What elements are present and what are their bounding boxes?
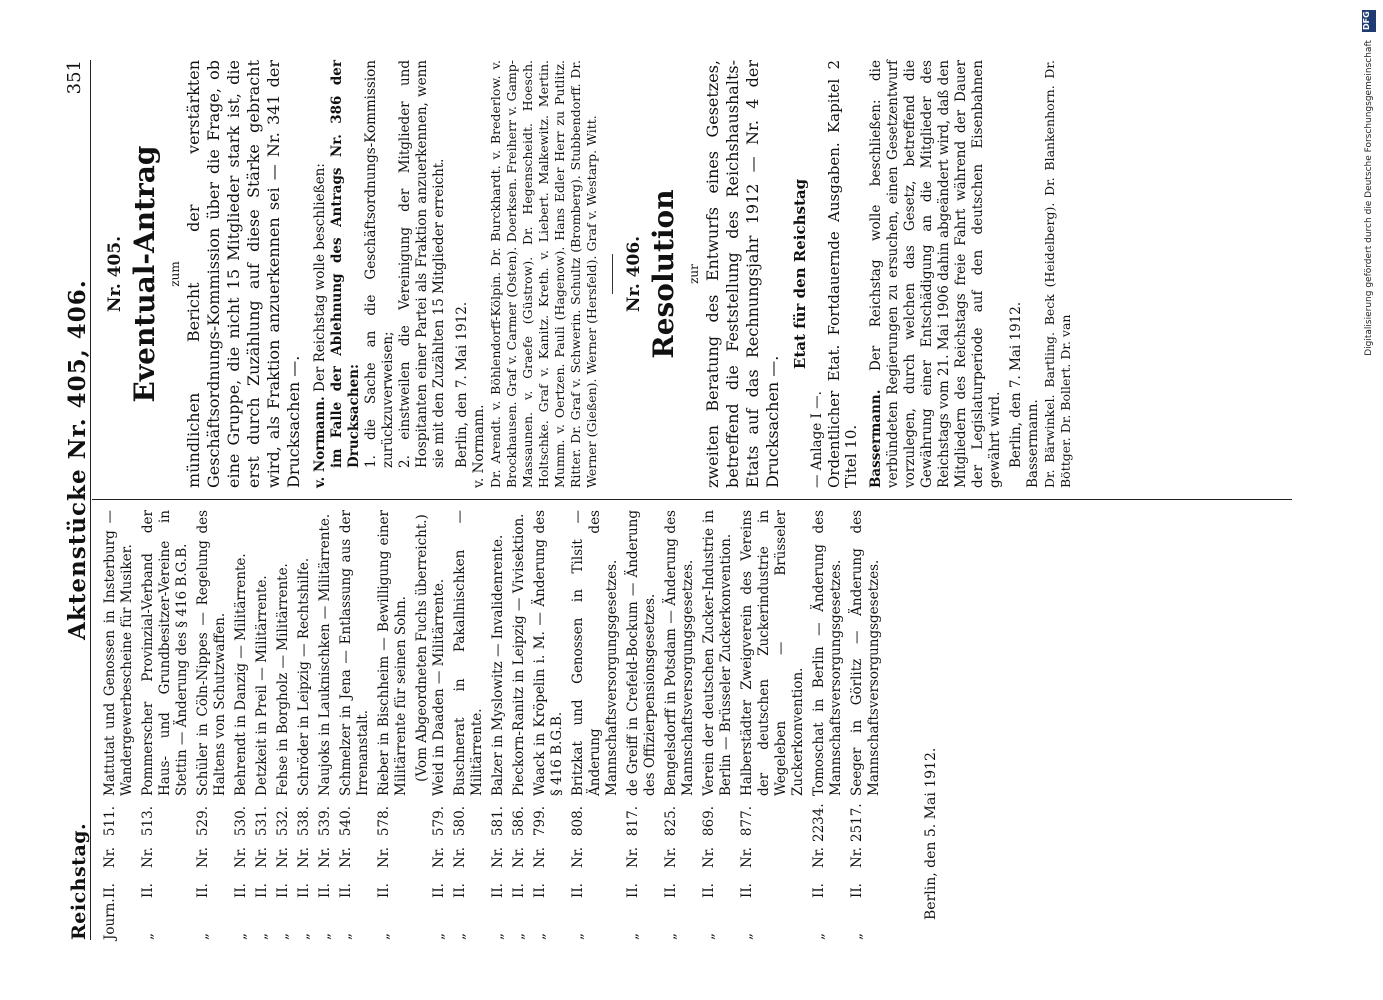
journal-nr: Nr. — [625, 846, 641, 868]
right-column — [102, 60, 1074, 488]
journal-marker: „ — [532, 933, 548, 940]
doc406-title: Resolution — [647, 189, 680, 359]
journal-text: Schüler in Cöln-Nippes — Regelung des Haltens von Schutzwaffen. — [195, 510, 228, 796]
doc406-lead: zweiten Beratung des Entwurfs eines Gesetzes, betreffend die Feststellung des Reichshaushalts-Etats auf das Rechnungsjahr 1912 — Nr. 4 der Drucksachen —. — [703, 60, 782, 488]
doc406-date: Berlin, den 7. Mai 1912. — [1008, 301, 1024, 468]
journal-marker: „ — [849, 933, 865, 940]
journal-number: 869. — [701, 806, 717, 837]
journal-entry — [490, 510, 507, 940]
journal-number: 586. — [511, 806, 527, 837]
journal-nr: Nr. — [663, 846, 679, 868]
journal-roman: II. — [275, 883, 291, 898]
header-rule — [90, 60, 91, 940]
journal-number: 580. — [452, 806, 468, 837]
journal-roman: II. — [195, 883, 211, 898]
journal-roman: II. — [625, 883, 641, 898]
journal-text: Mattutat und Genossen in Insterburg — Wandergewerbescheine für Musiker. — [102, 510, 135, 796]
journal-roman: II. — [452, 883, 468, 898]
journal-text: Behrendt in Danzig — Militärrente. — [233, 553, 249, 796]
journal-number: 511. — [102, 806, 118, 837]
journal-entry — [452, 510, 486, 940]
doc406-number: Nr. 406. — [624, 235, 644, 313]
doc406-signatories: Dr. Bärwinkel. Bartling. Beck (Heidelberg). Dr. Blankenhorn. Dr. Böttger. Dr. Bollert. Dr. van — [1042, 60, 1073, 488]
journal-marker: „ — [511, 933, 527, 940]
journal-number: 581. — [490, 806, 506, 837]
doc406-motion — [868, 60, 1004, 488]
journal-roman: II. — [849, 883, 865, 898]
journal-text: Halberstädter Zweigverein des Vereins der deutschen Zuckerindustrie in Wegeleben — Brüsseler Zuckerkonvention. — [739, 510, 806, 796]
doc406-etat-title: Etat für den Reichstag — [791, 178, 809, 370]
journal-roman: II. — [511, 883, 527, 898]
journal-nr: Nr. — [452, 846, 468, 868]
journal-text: Pieckorn-Ranitz in Leipzig — Vivisektion. — [511, 513, 527, 796]
journal-text: Verein der deutschen Zucker-Industrie in Berlin — Brüsseler Zuckerkonvention. — [701, 510, 734, 796]
journal-nr: Nr. — [431, 846, 447, 868]
journal-text: Weid in Daaden — Militärrente. — [431, 578, 447, 796]
doc405-date: Berlin, den 7. Mai 1912. — [454, 301, 470, 468]
journal-roman: II. — [296, 883, 312, 898]
journal-text: Naujoks in Lauknischken — Militärrente. — [317, 513, 333, 796]
doc406-etat-line: Ordentlicher Etat. Fortdauernde Ausgaben. Kapitel 2 Titel 10. — [825, 60, 860, 488]
journal-entry — [140, 510, 191, 940]
journal-nr: Nr. — [296, 846, 312, 868]
journal-roman: II. — [254, 883, 270, 898]
doc406-etat-anlage: — Anlage I —. — [809, 391, 825, 488]
doc405-item-1: 1. die Sache an die Geschäftsordnungs-Kommission zurückzuverweisen; — [363, 60, 396, 468]
journal-text: Waack in Kröpelin i. M. — Änderung des § 416 B.G.B. — [532, 510, 565, 796]
journal-roman: II. — [140, 883, 156, 898]
journal-roman: II. — [663, 883, 679, 898]
journal-number: 529. — [195, 806, 211, 837]
journal-nr: Nr. — [338, 846, 354, 868]
doc405-intro: Der Reichstag wolle beschließen: — [312, 163, 328, 392]
journal-text: Buschnerat in Pakallnischken — Militärrente. — [452, 510, 485, 796]
journal-nr: Nr. — [317, 846, 333, 868]
journal-number: 2517. — [849, 803, 865, 842]
journal-marker: „ — [233, 933, 249, 940]
doc405-item-2: 2. einstweilen die Vereinigung der Mitglieder und Hospitanten einer Partei als Fraktion anzuerkennen, wenn sie mit den Zuzählten 15 Mitglieder erreicht. — [397, 60, 447, 468]
journal-marker: „ — [701, 933, 717, 940]
journal-marker: „ — [570, 933, 586, 940]
journal-number: 530. — [233, 806, 249, 837]
journal-number: 2234. — [811, 803, 827, 842]
journal-nr: Nr. — [739, 846, 755, 868]
journal-marker: „ — [275, 933, 291, 940]
journal-roman: II. — [701, 883, 717, 898]
journal-nr: Nr. — [701, 846, 717, 868]
journal-marker: „ — [625, 933, 641, 940]
journal-marker: „ — [254, 933, 270, 940]
journal-text: Detzkeit in Preil — Militärrente. — [254, 575, 270, 796]
doc405-condition: im Falle der Ablehnung des Antrags Nr. 386 der Drucksachen: — [329, 60, 362, 468]
journal-text: Tomoschat in Berlin — Änderung des Mannschaftsversorgungsgesetzes. — [811, 510, 844, 796]
journal-nr: Nr. — [849, 846, 865, 868]
journal-text: Schmelzer in Jena — Entlassung aus der Irrenanstalt. — [338, 510, 371, 796]
dfg-logo: DFG — [1362, 10, 1376, 32]
header-left: Reichstag. — [68, 822, 90, 940]
journal-roman: II. — [532, 883, 548, 898]
closing-date: Berlin, den 5. Mai 1912. — [923, 747, 939, 920]
journal-number: 799. — [532, 806, 548, 837]
journal-marker: „ — [338, 933, 354, 940]
journal-text: Britzkat und Genossen in Tilsit — Änderung des Mannschaftsversorgungsgesetzes. — [570, 510, 620, 796]
journal-marker: „ — [317, 933, 333, 940]
journal-number: 539. — [317, 806, 333, 837]
journal-roman: II. — [338, 883, 354, 898]
journal-text: Pommerscher Provinzial-Verband der Haus- und Grundbesitzer-Vereine in Stettin — Änderung des § 416 B.G.B. — [140, 510, 190, 796]
doc405-signatories: Dr. Arendt. v. Böhlendorff-Kölpin. Dr. Burckhardt. v. Brederlow. v. Brockhausen. Graf v. Carmer (Osten). Doerksen. Freiherr v. Gamp-Massaunen. v. Graefe (Güstrow). Dr. Hegenscheidt. Hoesch. Holtschke. Graf v. Kanitz. Kreth. v. Liebert. Malkewitz. Mertin. Mumm. v. Oertzen. Pauli (Hagenow). Hans Edler Herr zu Putlitz. Ritter. Dr. Graf v. Schwerin. Schultz (Bromberg). Stubbendorff. Dr. Werner (Gießen). Werner (Hersfeld). Graf v. Westarp. Witt. — [488, 60, 599, 488]
journal-number: 817. — [625, 806, 641, 837]
journal-number: 531. — [254, 806, 270, 837]
journal-nr: Nr. — [570, 846, 586, 868]
journal-entry — [849, 510, 883, 940]
journal-nr: Nr. — [102, 846, 118, 868]
journal-text: Fehse in Borgholz — Militärrente. — [275, 563, 291, 796]
journal-roman: II. — [570, 883, 586, 898]
journal-marker: „ — [296, 933, 312, 940]
journal-entry — [338, 510, 372, 940]
header-title: Aktenstücke Nr. 405, 406. — [64, 279, 91, 640]
submitted-by-note: (Vom Abgeordneten Fuchs überreicht.) — [414, 514, 430, 782]
journal-entry — [570, 510, 621, 940]
journal-entry — [317, 510, 334, 940]
journal-nr: Nr. — [195, 846, 211, 868]
digitization-note: Digitalisierung gefördert durch die Deutsche Forschungsgemeinschaft — [1364, 40, 1374, 356]
journal-entry — [511, 510, 528, 940]
journal-text: Seeger in Görlitz — Änderung des Mannschaftsversorgungsgesetzes. — [849, 510, 882, 796]
journal-text: de Greiff in Crefeld-Bockum — Änderung des Offizierpensionsgesetzes. — [625, 510, 658, 796]
journal-entry — [102, 510, 136, 940]
section-divider — [612, 254, 613, 294]
journal-roman: II. — [102, 883, 118, 898]
journal-entries — [102, 510, 883, 940]
journal-roman: II. — [376, 883, 392, 898]
doc406-signer: Bassermann. — [1025, 399, 1041, 488]
journal-nr: Nr. — [811, 846, 827, 868]
doc405-lead: mündlichen Bericht der verstärkten Geschäftsordnungs-Kommission über die Frage, ob eine Gruppe, die nicht 15 Mitglieder stark ist, die erst durch Zuzählung auf diese Stärke gebracht wird, als Fraktion anzuerkennen sei — Nr. 341 der Drucksachen —. — [184, 60, 303, 488]
journal-entry — [532, 510, 566, 940]
journal-entry — [376, 510, 410, 940]
journal-text: Schröder in Leipzig — Rechtshilfe. — [296, 557, 312, 796]
journal-list — [102, 510, 940, 940]
journal-roman: II. — [739, 883, 755, 898]
journal-roman: II. — [811, 883, 827, 898]
journal-entry — [254, 510, 271, 940]
journal-nr: Nr. — [532, 846, 548, 868]
doc405-mover: v. Normann. — [312, 396, 328, 488]
doc406-zur: zur — [687, 264, 701, 284]
journal-entry — [195, 510, 229, 940]
journal-number: 540. — [338, 806, 354, 837]
journal-entry — [663, 510, 697, 940]
journal-text: Rieber in Bischheim — Bewilligung einer Militärrente für seinen Sohn. — [376, 510, 409, 796]
journal-number: 538. — [296, 806, 312, 837]
doc405-zum: zum — [168, 261, 182, 287]
journal-number: 877. — [739, 806, 755, 837]
journal-nr: Nr. — [376, 846, 392, 868]
journal-entry — [233, 510, 250, 940]
doc405-number: Nr. 405. — [105, 235, 125, 313]
journal-marker: „ — [431, 933, 447, 940]
journal-number: 808. — [570, 806, 586, 837]
journal-roman: II. — [490, 883, 506, 898]
journal-marker: Journ. — [102, 898, 118, 940]
doc405-signer: v. Normann. — [471, 404, 487, 488]
column-rule — [92, 499, 1292, 500]
journal-marker: „ — [811, 933, 827, 940]
journal-nr: Nr. — [233, 846, 249, 868]
journal-marker: „ — [140, 933, 156, 940]
journal-marker: „ — [663, 933, 679, 940]
journal-marker: „ — [739, 933, 755, 940]
journal-number: 532. — [275, 806, 291, 837]
journal-number: 579. — [431, 806, 447, 837]
page-number: 351 — [64, 60, 85, 95]
journal-roman: II. — [431, 883, 447, 898]
journal-entry — [275, 510, 292, 940]
journal-entry — [739, 510, 807, 940]
journal-roman: II. — [233, 883, 249, 898]
journal-number: 578. — [376, 806, 392, 837]
journal-marker: „ — [195, 933, 211, 940]
journal-number: 513. — [140, 806, 156, 837]
journal-entry — [625, 510, 659, 940]
journal-nr: Nr. — [254, 846, 270, 868]
journal-marker: „ — [376, 933, 392, 940]
journal-roman: II. — [317, 883, 333, 898]
journal-nr: Nr. — [490, 846, 506, 868]
doc405-motion — [312, 60, 329, 488]
journal-nr: Nr. — [275, 846, 291, 868]
journal-number: 825. — [663, 806, 679, 837]
doc406-text: Der Reichstag wolle beschließen: die verbündeten Regierungen zu ersuchen, einen Gesetzentwurf vorzulegen, durch welchen das Gesetz, betreffend die Gewährung einer Entschädigung an die Mitglieder des Reichstags vom 21. Mai 1906 dahin abgeändert wird, daß den Mitgliedern des Reichstags freie Fahrt während der Dauer der Legislaturperiode auf den deutschen Eisenbahnen gewährt wird. — [868, 60, 1003, 488]
journal-entry — [296, 510, 313, 940]
journal-marker: „ — [490, 933, 506, 940]
journal-entry — [701, 510, 735, 940]
journal-marker: „ — [452, 933, 468, 940]
journal-nr: Nr. — [140, 846, 156, 868]
journal-text: Balzer in Myslowitz — Invalidenrente. — [490, 534, 506, 796]
doc405-title: Eventual-Antrag — [128, 145, 161, 403]
doc406-mover: Bassermann. — [868, 389, 884, 488]
page-header — [58, 60, 98, 940]
journal-entry — [431, 510, 448, 940]
journal-nr: Nr. — [511, 846, 527, 868]
journal-entry — [811, 510, 845, 940]
journal-text: Bengelsdorff in Potsdam — Änderung des Mannschaftsversorgungsgesetzes. — [663, 510, 696, 796]
